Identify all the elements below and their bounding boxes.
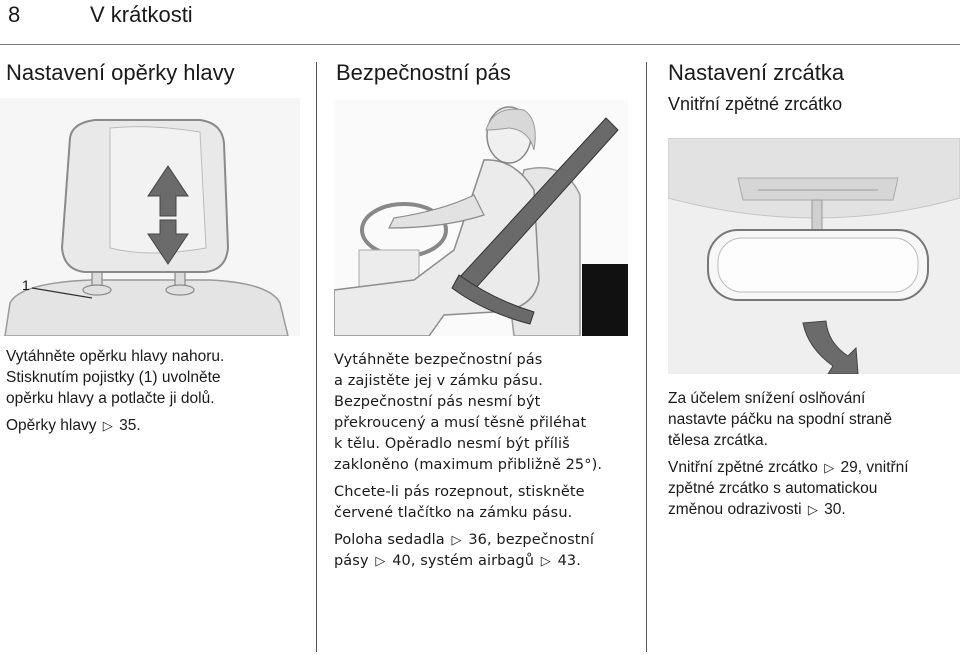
page-number: 8 [8,2,21,27]
head-restraint-drawing [0,98,300,336]
seat-position-ref-page[interactable]: 36, bezpečnostní [468,532,594,548]
head-restraint-line-1: Vytáhněte opěrku hlavy nahoru. [6,348,225,365]
seat-belt-p1-line-6: zakloněno (maximum přibližně 25°). [334,457,603,473]
mirror-subtitle: Vnitřní zpětné zrcátko [668,94,843,114]
column-divider-2 [646,62,647,652]
head-restraint-text [6,346,306,442]
page-reference-arrow-icon[interactable]: ▷ [451,533,462,548]
seat-belts-ref-page[interactable]: 40, systém airbagů [392,553,535,569]
callout-1: 1 [22,277,30,293]
mirror-drawing [668,138,960,374]
interior-mirror-ref-text: Vnitřní zpětné zrcátko [668,459,818,476]
interior-mirror-ref-page[interactable]: 29, vnitřní [840,459,909,476]
seat-belt-text [334,350,634,578]
mirror-p1-line-3: tělesa zrcátka. [668,432,768,449]
head-restraint-line-3: opěrku hlavy a potlačte ji dolů. [6,390,215,407]
page-reference-arrow-icon[interactable]: ▷ [102,418,113,433]
seat-belt-illustration [334,100,628,336]
seat-position-ref-text: Poloha sedadla [334,532,445,548]
page-reference-arrow-icon[interactable]: ▷ [824,460,835,475]
seat-belt-p1-line-4: překroucený a musí těsně přiléhat [334,415,587,431]
head-restraint-line-2: Stisknutím pojistky (1) uvolněte [6,369,221,386]
column-mirror [668,60,844,115]
seat-belt-p1-line-3: Bezpečnostní pás nesmí být [334,394,541,410]
mirror-title: Nastavení zrcátka [668,60,845,85]
seat-belt-title: Bezpečnostní pás [336,60,511,85]
column-seat-belt [336,60,511,86]
seat-belt-p1-line-1: Vytáhněte bezpečnostní pás [334,352,543,368]
page-reference-arrow-icon[interactable]: ▷ [375,554,386,569]
section-title: V krátkosti [90,2,193,27]
seat-belt-p2-line-2: červené tlačítko na zámku pásu. [334,505,573,521]
column-head-restraint [6,60,235,86]
seat-belts-ref-text: pásy [334,553,369,569]
head-restraint-ref-text: Opěrky hlavy [6,417,97,434]
column-divider-1 [316,62,317,652]
head-restraint-illustration [0,98,300,336]
seat-belt-p1-line-2: a zajistěte jej v zámku pásu. [334,373,543,389]
auto-dimming-ref-text: změnou odrazivosti [668,501,802,518]
seat-belt-p1-line-5: k tělu. Opěradlo nesmí být příliš [334,436,570,452]
mirror-text [668,388,960,526]
page-reference-arrow-icon[interactable]: ▷ [807,502,818,517]
auto-dimming-ref-page[interactable]: 30. [824,501,846,518]
mirror-p1-line-1: Za účelem snížení oslňování [668,390,866,407]
page-header [0,0,960,44]
seat-belt-p2-line-1: Chcete-li pás rozepnout, stiskněte [334,484,585,500]
page-reference-arrow-icon[interactable]: ▷ [540,554,551,569]
airbag-ref-page[interactable]: 43. [557,553,581,569]
seat-belt-drawing [334,100,628,336]
header-rule [0,44,960,45]
mirror-p2-line-2: zpětné zrcátko s automatickou [668,480,878,497]
head-restraint-ref-page[interactable]: 35. [119,417,141,434]
mirror-p1-line-2: nastavte páčku na spodní straně [668,411,893,428]
mirror-illustration [668,138,960,374]
head-restraint-title: Nastavení opěrky hlavy [6,60,235,85]
